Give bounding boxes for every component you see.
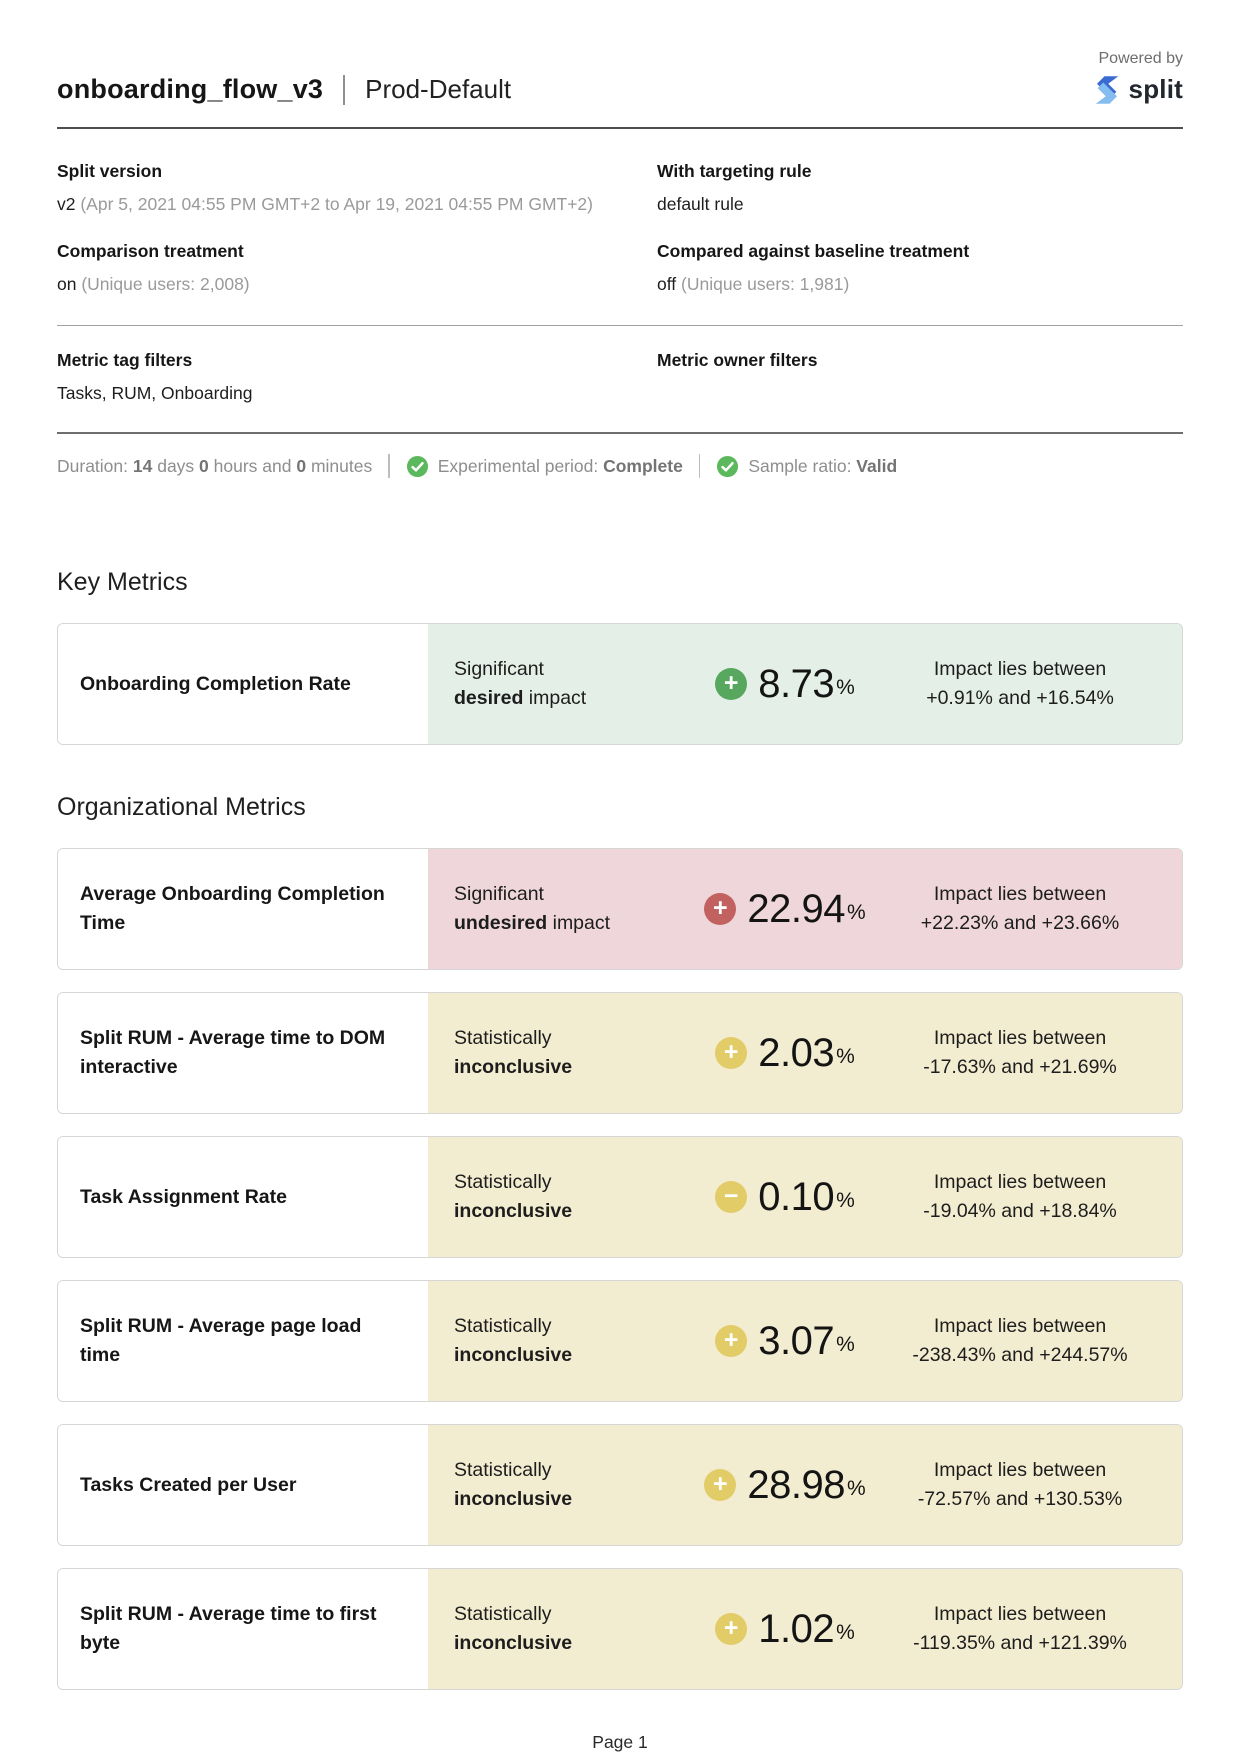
minus-icon: −	[715, 1181, 747, 1213]
divider	[57, 432, 1183, 434]
field-note: (Unique users: 2,008)	[81, 274, 250, 294]
metric-significance: Statistically inconclusive	[454, 1459, 573, 1510]
plus-icon: +	[715, 1037, 747, 1069]
metric-significance: Statistically inconclusive	[454, 1171, 573, 1222]
powered-by-label: Powered by	[1098, 50, 1183, 67]
experiment-title: onboarding_flow_v3	[57, 74, 324, 104]
field-value: default rule	[657, 194, 744, 214]
metric-card	[57, 848, 1183, 970]
experiment-meta	[57, 129, 1183, 325]
check-icon	[716, 455, 739, 478]
field-value: Tasks, RUM, Onboarding	[57, 383, 253, 403]
metric-impact-value: + 3.07 %	[678, 1319, 892, 1364]
filters-meta	[57, 326, 1183, 432]
metric-name: Average Onboarding Completion Time	[80, 883, 385, 934]
plus-icon: +	[715, 668, 747, 700]
metric-confidence-interval: Impact lies between -19.04% and +18.84%	[923, 1171, 1117, 1222]
baseline-treatment-field	[657, 241, 1183, 295]
field-value: v2	[57, 194, 76, 214]
metric-name: Split RUM - Average time to first byte	[80, 1603, 377, 1654]
title-group	[57, 74, 511, 105]
brand-wordmark: split	[1128, 74, 1183, 104]
metric-impact-value: + 1.02 %	[678, 1607, 892, 1652]
field-value: on	[57, 274, 77, 294]
metric-impact-value: + 2.03 %	[678, 1031, 892, 1076]
key-metrics-section	[57, 623, 1183, 745]
metric-name: Task Assignment Rate	[80, 1185, 287, 1208]
field-note: (Unique users: 1,981)	[681, 274, 850, 294]
field-label: With targeting rule	[657, 161, 812, 181]
organizational-metrics-heading: Organizational Metrics	[57, 793, 306, 821]
plus-icon: +	[715, 1325, 747, 1357]
metric-significance: Significant desired impact	[454, 658, 587, 709]
metric-impact-value: + 8.73 %	[678, 662, 892, 707]
separator	[699, 454, 701, 478]
metric-name: Split RUM - Average page load time	[80, 1315, 362, 1366]
metric-confidence-interval: Impact lies between +22.23% and +23.66%	[920, 883, 1120, 934]
metric-confidence-interval: Impact lies between -119.35% and +121.39%	[913, 1603, 1127, 1654]
metric-card	[57, 1280, 1183, 1402]
environment-name: Prod-Default	[365, 74, 512, 104]
field-label: Split version	[57, 161, 163, 181]
sample-ratio-text: Sample ratio: Valid	[748, 455, 898, 476]
metric-significance: Significant undesired impact	[454, 883, 611, 934]
metric-significance: Statistically inconclusive	[454, 1603, 573, 1654]
experimental-period-text: Experimental period: Complete	[437, 455, 683, 476]
organizational-metrics-section	[57, 848, 1183, 1690]
targeting-rule-field	[657, 161, 1183, 215]
report-header	[57, 0, 1183, 129]
metric-confidence-interval: Impact lies between +0.91% and +16.54%	[926, 658, 1114, 709]
metric-card	[57, 992, 1183, 1114]
metric-owner-filters-field	[657, 350, 1183, 404]
field-value: off	[657, 274, 677, 294]
field-label: Comparison treatment	[57, 241, 244, 261]
plus-icon: +	[704, 1469, 736, 1501]
plus-icon: +	[704, 893, 736, 925]
separator	[388, 454, 390, 478]
split-version-field	[57, 161, 657, 215]
metric-card	[57, 623, 1183, 745]
summary-bar	[57, 454, 1183, 478]
metric-significance: Statistically inconclusive	[454, 1315, 573, 1366]
field-label: Compared against baseline treatment	[657, 241, 970, 261]
plus-icon: +	[715, 1613, 747, 1645]
field-note: (Apr 5, 2021 04:55 PM GMT+2 to Apr 19, 2021 04:55 PM GMT+2)	[80, 194, 593, 214]
key-metrics-heading: Key Metrics	[57, 568, 188, 596]
metric-name: Onboarding Completion Rate	[80, 672, 351, 695]
check-icon	[406, 455, 429, 478]
metric-impact-value: + 28.98 %	[678, 1463, 892, 1508]
metric-tag-filters-field	[57, 350, 657, 404]
metric-significance: Statistically inconclusive	[454, 1027, 573, 1078]
metric-impact-value: + 22.94 %	[678, 887, 892, 932]
metric-name: Tasks Created per User	[80, 1473, 297, 1496]
metric-confidence-interval: Impact lies between -238.43% and +244.57%	[912, 1315, 1128, 1366]
metric-impact-value: − 0.10 %	[678, 1175, 892, 1220]
field-label: Metric tag filters	[57, 350, 193, 370]
split-logo-icon	[1092, 75, 1122, 105]
metric-card	[57, 1568, 1183, 1690]
brand-logo	[1092, 74, 1183, 105]
metric-confidence-interval: Impact lies between -72.57% and +130.53%	[917, 1459, 1123, 1510]
metric-card	[57, 1424, 1183, 1546]
metric-confidence-interval: Impact lies between -17.63% and +21.69%	[923, 1027, 1117, 1078]
brand-block	[1092, 50, 1183, 105]
comparison-treatment-field	[57, 241, 657, 295]
title-separator	[343, 75, 345, 105]
metric-card	[57, 1136, 1183, 1258]
metric-name: Split RUM - Average time to DOM interactive	[80, 1027, 386, 1078]
duration-text: Duration: 14 days 0 hours and 0 minutes	[57, 455, 373, 476]
page-number: Page 1	[592, 1732, 648, 1752]
field-label: Metric owner filters	[657, 350, 818, 370]
